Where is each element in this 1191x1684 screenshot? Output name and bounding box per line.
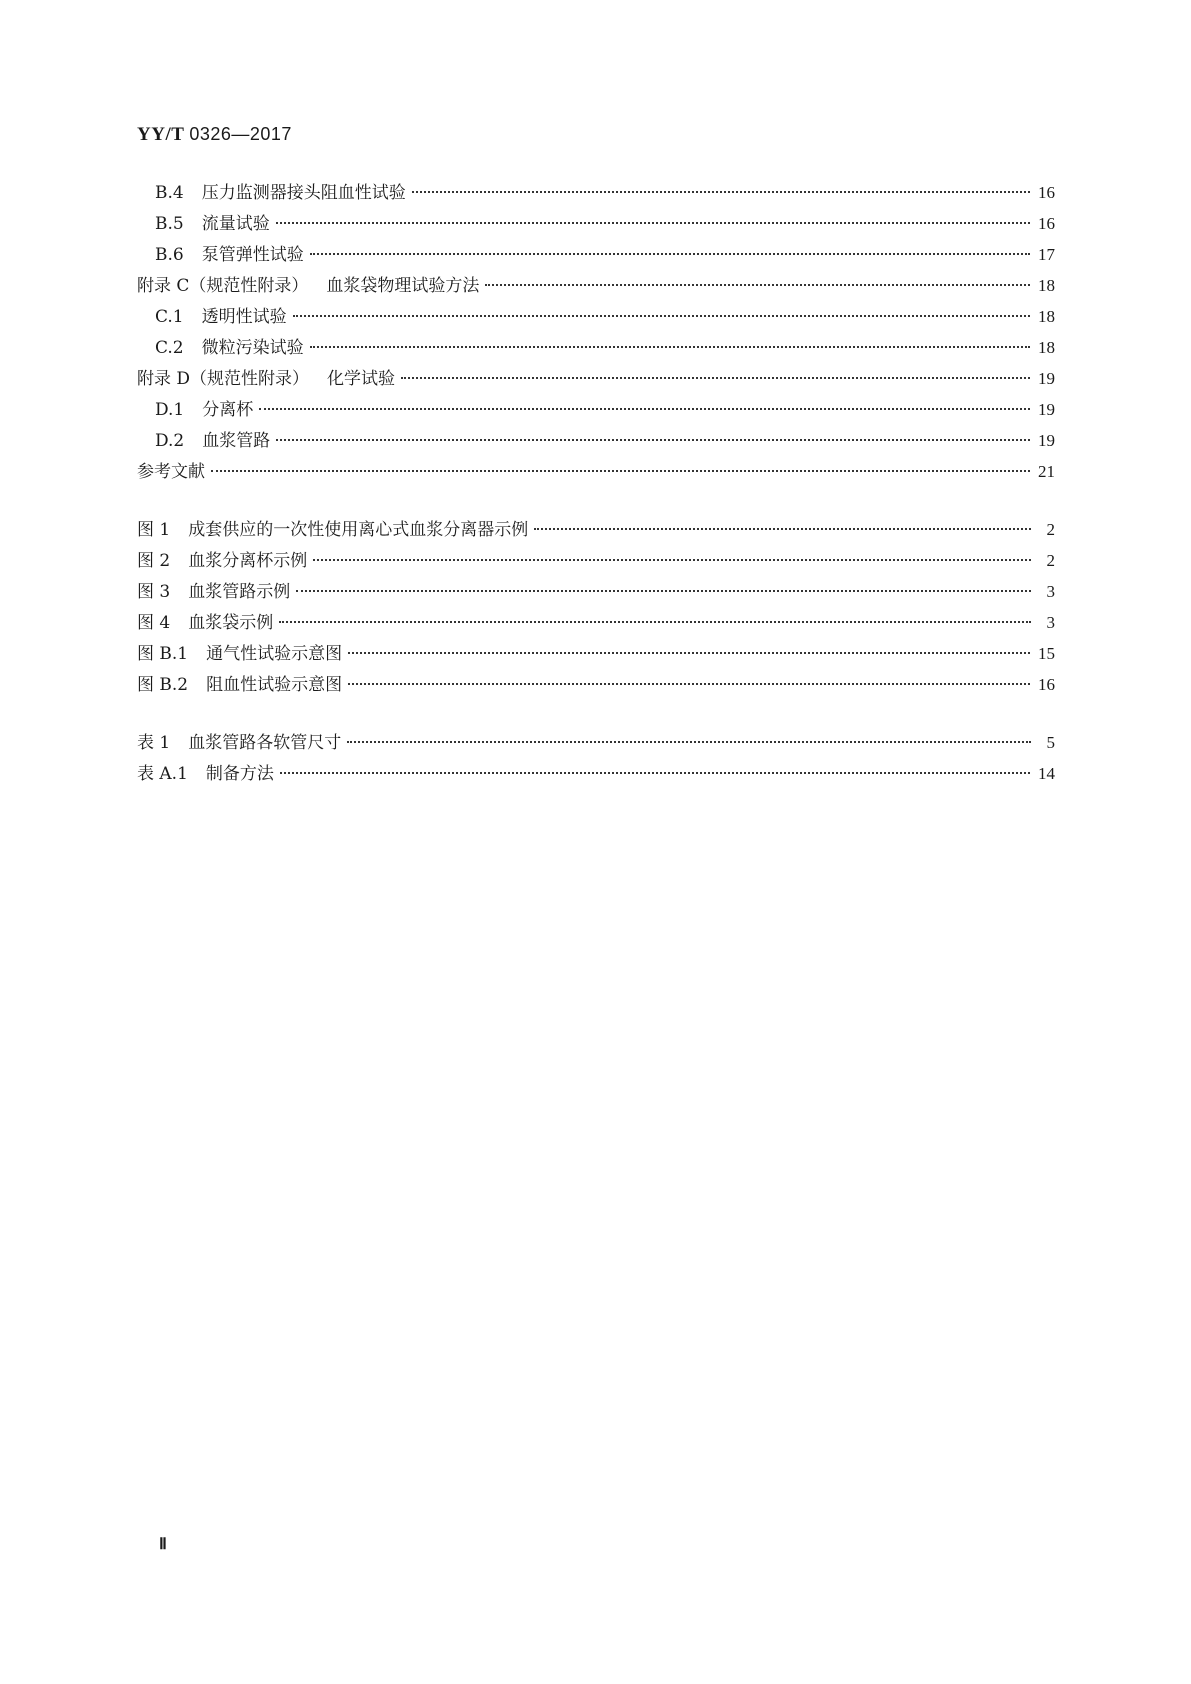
dot-leader <box>276 222 1030 224</box>
toc-entry-number: B.6 <box>155 245 184 265</box>
toc-entry-title: 成套供应的一次性使用离心式血浆分离器示例 <box>188 520 529 540</box>
toc-entry-page: 18 <box>1038 338 1055 357</box>
dot-leader <box>259 408 1030 410</box>
figure-list-entry[interactable] <box>137 576 1055 607</box>
figures-list <box>137 514 1055 700</box>
dot-leader <box>412 191 1030 193</box>
table-list-entry[interactable] <box>137 727 1055 758</box>
toc-entry-page: 5 <box>1046 733 1055 752</box>
toc-entry-page: 14 <box>1038 764 1055 783</box>
dot-leader <box>293 315 1030 317</box>
toc-entry-page: 19 <box>1038 431 1055 450</box>
toc-entry-page: 18 <box>1038 307 1055 326</box>
toc-entry-number: 图 1 <box>137 520 171 540</box>
toc-entry-number: 图 2 <box>137 551 171 571</box>
toc-entry[interactable] <box>137 394 1055 425</box>
toc-entry-title: 参考文献 <box>137 462 205 482</box>
toc-entry[interactable] <box>137 363 1055 394</box>
toc-entry-title: 血浆分离杯示例 <box>188 551 308 571</box>
dot-leader <box>347 741 1031 743</box>
toc-entry-number: C.2 <box>155 338 184 358</box>
toc-entry-number: 表 1 <box>137 733 171 753</box>
toc-entry-title: 流量试验 <box>201 214 270 234</box>
page-number: Ⅱ <box>159 1536 167 1553</box>
toc-entry-number: 附录 C（规范性附录） <box>137 276 309 296</box>
contents-list <box>137 177 1055 487</box>
toc-entry-page: 21 <box>1038 462 1055 481</box>
section-gap <box>137 487 1055 514</box>
dot-leader <box>348 652 1030 654</box>
toc-entry-page: 19 <box>1038 369 1055 388</box>
toc-entry[interactable] <box>137 425 1055 456</box>
dot-leader <box>310 253 1030 255</box>
toc-entry-page: 2 <box>1046 551 1055 570</box>
toc-entry-number: 图 B.1 <box>137 644 189 664</box>
dot-leader <box>313 559 1031 561</box>
standard-number-header <box>137 124 292 146</box>
toc-entry-title: 阻血性试验示意图 <box>206 675 343 695</box>
toc-entry[interactable] <box>137 177 1055 208</box>
figure-list-entry[interactable] <box>137 638 1055 669</box>
dot-leader <box>279 621 1031 623</box>
toc-entry-page: 18 <box>1038 276 1055 295</box>
toc-entry-page: 3 <box>1046 582 1055 601</box>
section-gap <box>137 700 1055 727</box>
toc-entry-title: 制备方法 <box>205 764 274 784</box>
toc-entry-title: 化学试验 <box>327 369 396 389</box>
standard-code: 0326—2017 <box>189 124 292 144</box>
dot-leader <box>348 683 1030 685</box>
table-of-contents <box>137 177 1055 789</box>
toc-entry-title: 血浆袋示例 <box>188 613 274 633</box>
toc-entry-number: D.1 <box>155 400 185 420</box>
toc-entry-title: 压力监测器接头阻血性试验 <box>201 183 406 203</box>
toc-entry-title: 分离杯 <box>202 400 254 420</box>
table-list-entry[interactable] <box>137 758 1055 789</box>
toc-entry-title: 血浆管路各软管尺寸 <box>188 733 342 753</box>
toc-entry-number: 表 A.1 <box>137 764 188 784</box>
toc-entry-page: 16 <box>1038 214 1055 233</box>
toc-entry[interactable] <box>137 332 1055 363</box>
toc-entry-title: 血浆管路 <box>202 431 271 451</box>
toc-entry-title: 通气性试验示意图 <box>206 644 343 664</box>
toc-entry-page: 17 <box>1038 245 1055 264</box>
toc-entry-number: 附录 D（规范性附录） <box>137 369 310 389</box>
toc-entry-number: C.1 <box>155 307 184 327</box>
toc-entry-page: 16 <box>1038 183 1055 202</box>
toc-entry-page: 2 <box>1046 520 1055 539</box>
toc-entry-number: 图 3 <box>137 582 171 602</box>
toc-entry[interactable] <box>137 456 1055 487</box>
dot-leader <box>310 346 1030 348</box>
toc-entry-title: 血浆袋物理试验方法 <box>326 276 480 296</box>
figure-list-entry[interactable] <box>137 545 1055 576</box>
toc-entry[interactable] <box>137 301 1055 332</box>
toc-entry[interactable] <box>137 239 1055 270</box>
figure-list-entry[interactable] <box>137 669 1055 700</box>
toc-entry-page: 16 <box>1038 675 1055 694</box>
toc-entry-title: 透明性试验 <box>201 307 287 327</box>
toc-entry-page: 19 <box>1038 400 1055 419</box>
figure-list-entry[interactable] <box>137 607 1055 638</box>
toc-entry-number: B.5 <box>155 214 184 234</box>
toc-entry-title: 血浆管路示例 <box>188 582 291 602</box>
standard-prefix: YY/T <box>137 124 185 145</box>
figure-list-entry[interactable] <box>137 514 1055 545</box>
toc-entry-number: B.4 <box>155 183 184 203</box>
toc-entry-number: D.2 <box>155 431 185 451</box>
dot-leader <box>401 377 1030 379</box>
toc-entry-title: 泵管弹性试验 <box>201 245 304 265</box>
dot-leader <box>211 470 1030 472</box>
toc-entry-page: 3 <box>1046 613 1055 632</box>
toc-entry-number: 图 4 <box>137 613 171 633</box>
toc-entry[interactable] <box>137 208 1055 239</box>
dot-leader <box>276 439 1030 441</box>
dot-leader <box>280 772 1030 774</box>
toc-entry-number: 图 B.2 <box>137 675 189 695</box>
toc-entry-page: 15 <box>1038 644 1055 663</box>
dot-leader <box>296 590 1031 592</box>
toc-entry[interactable] <box>137 270 1055 301</box>
dot-leader <box>485 284 1030 286</box>
tables-list <box>137 727 1055 789</box>
toc-entry-title: 微粒污染试验 <box>201 338 304 358</box>
dot-leader <box>534 528 1031 530</box>
